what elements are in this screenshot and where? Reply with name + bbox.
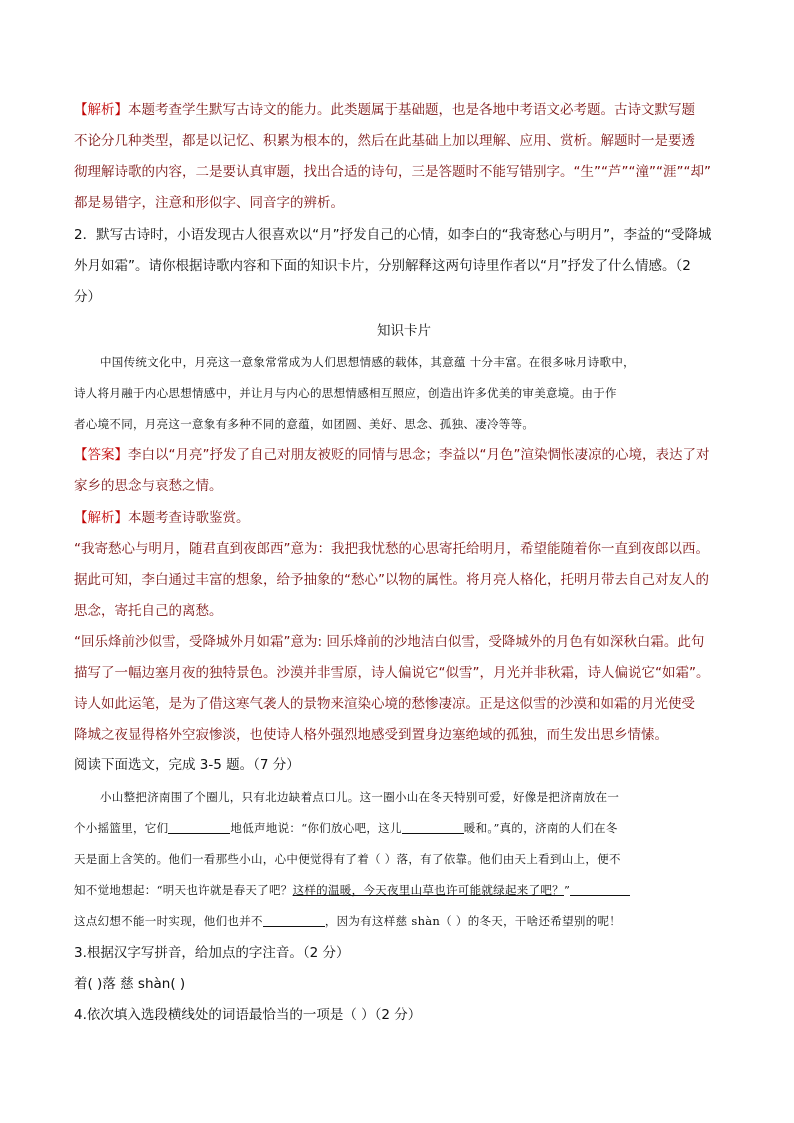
analysis-section-2 xyxy=(74,503,734,751)
question-line: 2．默写古诗时，小语发现古人很喜欢以“月”抒发自己的心情，如李白的“我寄愁心与明月”，李益的“受降城 xyxy=(74,227,712,243)
knowledge-card-line: 者心境不同，月亮这一意象有多种不同的意蕴，如团圆、美好、思念、孤独、凄冷等等。 xyxy=(74,417,535,431)
passage-line: 这点幻想不能一时实现，他们也并不 ，因为有这样慈 shàn（ ）的冬天，干啥还希望别的呢！ xyxy=(74,914,622,928)
question-line: 外月如霜”。请你根据诗歌内容和下面的知识卡片，分别解释这两句诗里作者以“月”抒发了什么情感。（2 xyxy=(74,258,691,274)
knowledge-card-line: 诗人将月融于内心思想情感中，并让月与内心的思想情感相互照应，创造出许多优美的审美意境。由于作 xyxy=(74,386,617,400)
knowledge-card xyxy=(74,316,734,440)
question-answer-line: 着( )落 慈 shàn( ) xyxy=(74,976,186,992)
passage-line: 个小摇篮里，它们 地低声地说：“你们放心吧，这儿 暖和。”真的，济南的人们在冬 xyxy=(74,821,618,835)
analysis-line: 降城之夜显得格外空寂惨淡，也使诗人格外强烈地感受到置身边塞绝域的孤独，而生发出思乡情愫。 xyxy=(74,727,668,743)
question-3 xyxy=(74,938,734,1000)
analysis-line: 不论分几种类型，都是以记忆、积累为根本的，然后在此基础上加以理解、应用、赏析。解题时一是要透 xyxy=(74,133,695,149)
underlined-sentence: 这样的温暖，今天夜里山草也许可能就绿起来了吧？ xyxy=(292,883,564,897)
analysis-line: 描写了一幅边塞月夜的独特景色。沙漠并非雪原，诗人偏说它“似雪”，月光并非秋霜，诗人偏说它“如霜”。 xyxy=(74,665,710,681)
question-title: 4.依次填入选段横线处的词语最恰当的一项是（ ）（2 分） xyxy=(74,1007,422,1023)
analysis-line: 都是易错字，注意和形似字、同音字的辨析。 xyxy=(74,195,344,211)
analysis-section-1 xyxy=(74,95,734,219)
answer-tag: 【答案】 xyxy=(74,447,128,463)
question-2 xyxy=(74,220,734,313)
analysis-line: 据此可知，李白通过丰富的想象，给予抽象的“愁心”以物的属性。将月亮人格化，托明月带去自己对友人的 xyxy=(74,572,709,588)
analysis-tag: 【解析】 xyxy=(74,510,128,526)
analysis-line: 彻理解诗歌的内容，二是要认真审题，找出合适的诗句，三是答题时不能写错别字。“生”“芦”“潼”“涯”“却” xyxy=(74,164,711,180)
question-title: 3.根据汉字写拼音，给加点的字注音。（2 分） xyxy=(74,945,350,961)
analysis-tag: 【解析】 xyxy=(74,102,128,118)
passage-line: 知不觉地想起：“明天也许就是春天了吧？这样的温暖，今天夜里山草也许可能就绿起来了吧？” xyxy=(74,875,734,906)
reading-section xyxy=(74,750,734,781)
reading-passage xyxy=(74,782,734,937)
analysis-line: “回乐烽前沙似雪，受降城外月如霜”意为: 回乐烽前的沙地洁白似雪，受降城外的月色有如深秋白霜。此句 xyxy=(74,634,705,650)
analysis-line: 思念，寄托自己的离愁。 xyxy=(74,603,223,619)
analysis-line: “我寄愁心与明月，随君直到夜郎西”意为：我把我忧愁的心思寄托给明月，希望能随着你一直到夜郎以西。 xyxy=(74,541,709,557)
fill-blank-3[interactable] xyxy=(570,881,630,896)
knowledge-card-title: 知识卡片 xyxy=(377,323,431,339)
passage-line: 小山整把济南围了个圈儿，只有北边缺着点口儿。这一圈小山在冬天特别可爱，好像是把济南放在一 xyxy=(100,790,620,804)
reading-intro: 阅读下面选文，完成 3-5 题。（7 分） xyxy=(74,757,300,773)
fill-blank-4[interactable] xyxy=(263,912,325,927)
fill-blank-1[interactable] xyxy=(168,819,230,834)
passage-line: 天是面上含笑的。他们一看那些小山，心中便觉得有了着（ ）落，有了依靠。他们由天上看到山上，便不 xyxy=(74,852,621,866)
analysis-line: 诗人如此运笔，是为了借这寒气袭人的景物来渲染心境的愁惨凄凉。正是这似雪的沙漠和如霜的月光使受 xyxy=(74,696,695,712)
analysis-line: 【解析】本题考查诗歌鉴赏。 xyxy=(74,510,250,526)
answer-section xyxy=(74,440,734,502)
question-4 xyxy=(74,1000,734,1031)
analysis-line: 【解析】本题考查学生默写古诗文的能力。此类题属于基础题，也是各地中考语文必考题。古诗文默写题 xyxy=(74,102,695,118)
question-line: 分） xyxy=(74,289,101,305)
knowledge-card-line: 中国传统文化中，月亮这一意象常常成为人们思想情感的载体，其意蕴 十分丰富。在很多咏月诗歌中， xyxy=(100,355,635,369)
answer-line: 【答案】李白以“月亮”抒发了自己对朋友被贬的同情与思念；李益以“月色”渲染惆怅凄凉的心境，表达了对 xyxy=(74,447,710,463)
fill-blank-2[interactable] xyxy=(402,819,464,834)
answer-line: 家乡的思念与哀愁之情。 xyxy=(74,478,223,494)
